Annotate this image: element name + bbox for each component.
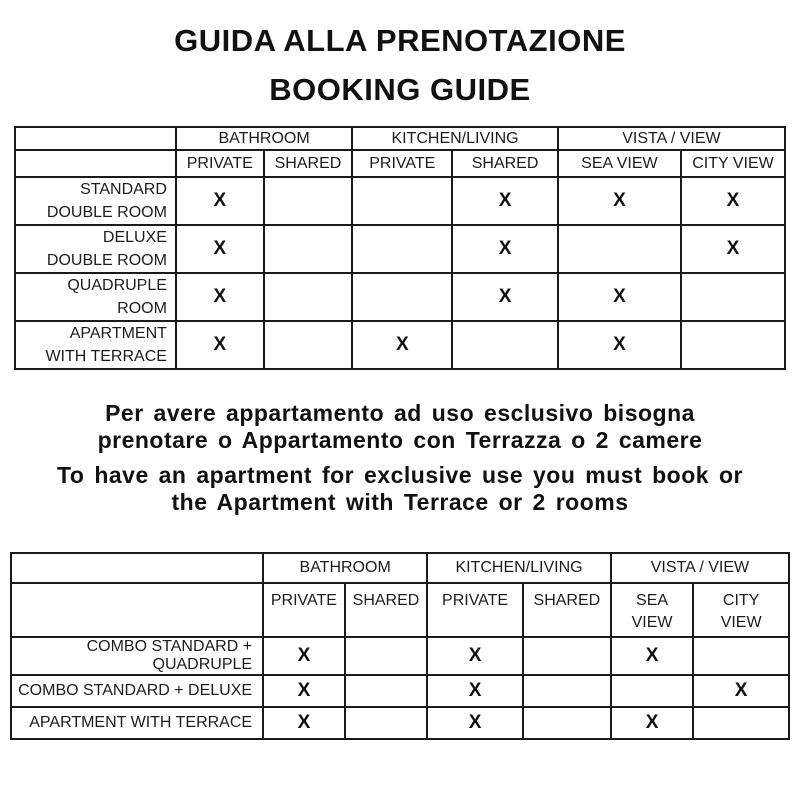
mark-cell: X bbox=[452, 273, 557, 321]
table-sub-header-row bbox=[11, 583, 789, 637]
column-group-kitchen-living: KITCHEN/LIVING bbox=[352, 127, 558, 150]
mark-cell: X bbox=[263, 675, 345, 707]
empty-corner-cell bbox=[11, 553, 263, 583]
table-row-apartment-terrace bbox=[11, 707, 789, 739]
mark-cell bbox=[352, 273, 452, 321]
room-name-line: DOUBLE ROOM bbox=[46, 252, 167, 269]
mark-cell bbox=[681, 273, 785, 321]
column-kitchen-shared: SHARED bbox=[452, 150, 557, 177]
room-name-line: STANDARD bbox=[80, 181, 167, 198]
sub-header-line: SHARED bbox=[352, 592, 420, 609]
mark-cell: X bbox=[263, 637, 345, 675]
column-sea-view bbox=[611, 583, 693, 637]
page-header bbox=[0, 0, 800, 114]
empty-corner-cell bbox=[15, 150, 176, 177]
mark-cell bbox=[523, 637, 611, 675]
mark-cell: X bbox=[176, 273, 264, 321]
column-city-view: CITY VIEW bbox=[681, 150, 785, 177]
room-name-line: DOUBLE ROOM bbox=[46, 204, 167, 221]
sub-header-line: VIEW bbox=[631, 614, 673, 631]
table-sub-header-row bbox=[15, 150, 785, 177]
mark-cell: X bbox=[611, 707, 693, 739]
mark-cell bbox=[452, 321, 557, 369]
table-row-standard-double bbox=[15, 177, 785, 225]
table-row-combo-standard-quadruple bbox=[11, 637, 789, 675]
mark-cell: X bbox=[452, 225, 557, 273]
room-features-table bbox=[14, 126, 786, 370]
column-kitchen-shared bbox=[523, 583, 611, 637]
mark-cell bbox=[693, 637, 789, 675]
sub-header-line: PRIVATE bbox=[270, 592, 337, 609]
combo-name: APARTMENT WITH TERRACE bbox=[11, 707, 263, 739]
mark-cell: X bbox=[611, 637, 693, 675]
mark-cell bbox=[264, 321, 353, 369]
table-row-combo-standard-deluxe bbox=[11, 675, 789, 707]
mark-cell: X bbox=[427, 675, 523, 707]
mark-cell: X bbox=[452, 177, 557, 225]
room-name bbox=[15, 321, 176, 369]
room-name-line: ROOM bbox=[117, 300, 167, 317]
mark-cell: X bbox=[427, 637, 523, 675]
column-bathroom-private bbox=[263, 583, 345, 637]
mark-cell: X bbox=[176, 321, 264, 369]
column-bathroom-shared: SHARED bbox=[264, 150, 353, 177]
mark-cell bbox=[345, 637, 427, 675]
mark-cell: X bbox=[176, 177, 264, 225]
mark-cell: X bbox=[558, 321, 681, 369]
column-sea-view: SEA VIEW bbox=[558, 150, 681, 177]
room-name bbox=[15, 177, 176, 225]
notes-section bbox=[0, 400, 800, 516]
table-group-header-row bbox=[11, 553, 789, 583]
mark-cell: X bbox=[558, 177, 681, 225]
sub-header-line: VIEW bbox=[720, 614, 762, 631]
room-name-line: DELUXE bbox=[102, 229, 167, 246]
empty-corner-cell bbox=[11, 583, 263, 637]
room-name-line: APARTMENT bbox=[69, 325, 167, 342]
empty-corner-cell bbox=[15, 127, 176, 150]
combo-name: COMBO STANDARD + DELUXE bbox=[11, 675, 263, 707]
room-name-line: WITH TERRACE bbox=[45, 348, 167, 365]
note-english-line2: the Apartment with Terrace or 2 rooms bbox=[171, 489, 629, 515]
column-kitchen-private bbox=[427, 583, 523, 637]
note-italian bbox=[0, 400, 800, 454]
mark-cell: X bbox=[681, 225, 785, 273]
column-group-kitchen-living: KITCHEN/LIVING bbox=[427, 553, 611, 583]
room-name bbox=[15, 225, 176, 273]
table-row-apartment-terrace bbox=[15, 321, 785, 369]
note-english bbox=[0, 462, 800, 516]
combo-booking-table bbox=[10, 552, 790, 740]
note-italian-line2: prenotare o Appartamento con Terrazza o 2 camere bbox=[97, 427, 703, 453]
mark-cell bbox=[523, 675, 611, 707]
note-italian-line1: Per avere appartamento ad uso esclusivo bisogna bbox=[105, 400, 695, 426]
table-row-quadruple bbox=[15, 273, 785, 321]
sub-header-line: CITY bbox=[722, 592, 760, 609]
mark-cell bbox=[264, 273, 353, 321]
sub-header-line: SEA bbox=[636, 592, 669, 609]
table-group-header-row bbox=[15, 127, 785, 150]
column-kitchen-private: PRIVATE bbox=[352, 150, 452, 177]
column-group-bathroom: BATHROOM bbox=[176, 127, 352, 150]
mark-cell bbox=[681, 321, 785, 369]
table-row-deluxe-double bbox=[15, 225, 785, 273]
column-bathroom-private: PRIVATE bbox=[176, 150, 264, 177]
mark-cell bbox=[345, 707, 427, 739]
column-city-view bbox=[693, 583, 789, 637]
mark-cell: X bbox=[558, 273, 681, 321]
column-group-vista-view: VISTA / VIEW bbox=[611, 553, 789, 583]
note-english-line1: To have an apartment for exclusive use you must book or bbox=[57, 462, 743, 488]
mark-cell bbox=[693, 707, 789, 739]
column-bathroom-shared bbox=[345, 583, 427, 637]
mark-cell: X bbox=[681, 177, 785, 225]
column-group-bathroom: BATHROOM bbox=[263, 553, 427, 583]
page-title-italian: GUIDA ALLA PRENOTAZIONE bbox=[174, 23, 626, 58]
mark-cell: X bbox=[176, 225, 264, 273]
mark-cell bbox=[352, 225, 452, 273]
mark-cell: X bbox=[352, 321, 452, 369]
room-name-line: QUADRUPLE bbox=[67, 277, 167, 294]
mark-cell: X bbox=[263, 707, 345, 739]
column-group-vista-view: VISTA / VIEW bbox=[558, 127, 785, 150]
combo-name: COMBO STANDARD + QUADRUPLE bbox=[11, 637, 263, 675]
mark-cell bbox=[264, 177, 353, 225]
sub-header-line: SHARED bbox=[533, 592, 601, 609]
room-name bbox=[15, 273, 176, 321]
page-title-english: BOOKING GUIDE bbox=[269, 72, 531, 107]
mark-cell bbox=[558, 225, 681, 273]
mark-cell bbox=[345, 675, 427, 707]
mark-cell: X bbox=[693, 675, 789, 707]
mark-cell bbox=[523, 707, 611, 739]
mark-cell bbox=[264, 225, 353, 273]
mark-cell: X bbox=[427, 707, 523, 739]
mark-cell bbox=[352, 177, 452, 225]
mark-cell bbox=[611, 675, 693, 707]
sub-header-line: PRIVATE bbox=[442, 592, 509, 609]
